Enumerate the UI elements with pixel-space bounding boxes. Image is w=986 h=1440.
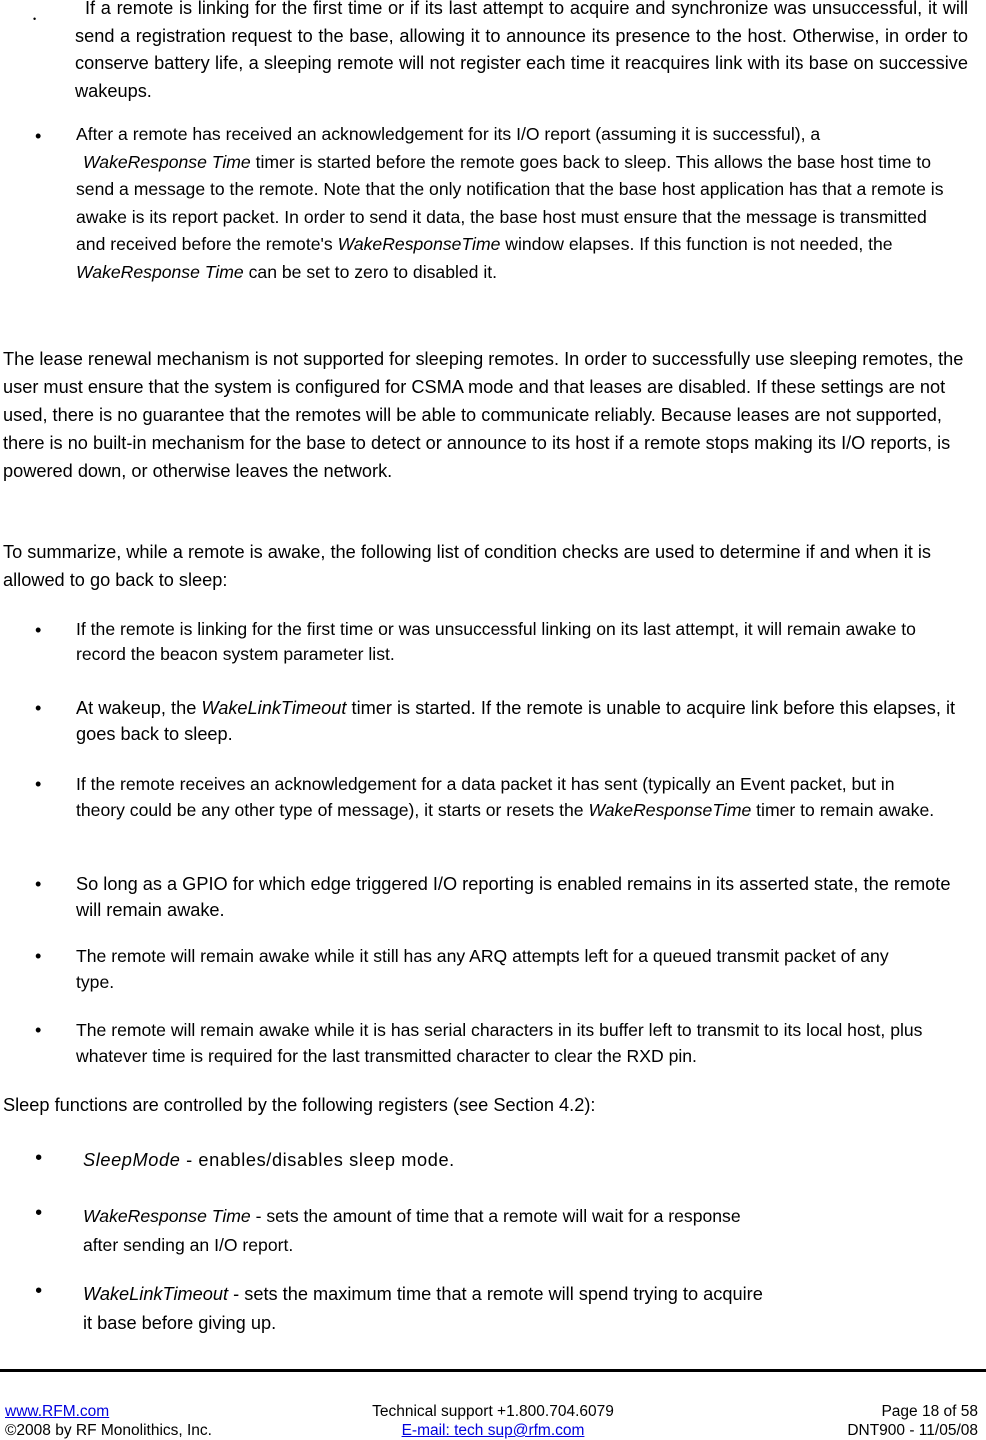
- list-item-text: [76, 695, 956, 747]
- term: WakeResponse Time: [83, 1206, 251, 1226]
- bullet-marker: •: [35, 774, 42, 794]
- page-number: Page 18 of 58: [881, 1403, 978, 1420]
- term: SleepMode: [83, 1150, 181, 1170]
- text: can be set to zero to disabled it.: [248, 261, 498, 282]
- bullet-marker: •: [35, 946, 42, 966]
- list-item-text: [76, 771, 936, 823]
- email-link[interactable]: E-mail: tech sup@rfm.com: [401, 1422, 585, 1439]
- list-item-text: [83, 1202, 763, 1260]
- bullet-marker: •: [35, 698, 42, 718]
- text: - enables/disables sleep mode.: [186, 1150, 455, 1170]
- bullet-marker: •: [35, 126, 42, 146]
- text: At wakeup, the: [76, 698, 197, 718]
- bullet-marker: •: [33, 14, 37, 24]
- list-item-text: [76, 121, 956, 287]
- term: WakeResponseTime: [337, 234, 501, 255]
- bullet-marker: •: [35, 620, 42, 640]
- list-item-text: If a remote is linking for the first time or if its last attempt to acquire and synchronize was unsuccessful, it will send a registration request to the base, allowing it to announce its presence to the host. Otherwise, in order to conserve battery life, a sleeping remote will not register each time it reacquires link with its base on successive wakeups.: [75, 0, 968, 101]
- list-item-text: If the remote is linking for the first time or was unsuccessful linking on its last attempt, it will remain awake to record the beacon system parameter list.: [76, 619, 916, 664]
- text: - sets the maximum time that a remote will spend trying to acquire it base before giving up.: [83, 1284, 763, 1333]
- text: After a remote has received an acknowledgement for its I/O report (assuming it is successful), a: [76, 124, 821, 144]
- footer-center: [0, 1402, 986, 1440]
- list-item-text: So long as a GPIO for which edge triggered I/O reporting is enabled remains in its asserted state, the remote will remain awake.: [76, 874, 951, 920]
- bullet-marker: •: [35, 1280, 43, 1302]
- term: WakeResponseTime: [588, 800, 752, 820]
- bullet-marker: •: [35, 1147, 43, 1169]
- list-item-text: The remote will remain awake while it is has serial characters in its buffer left to transmit to its local host, plus whatever time is required for the last transmitted character to clear the RXD pin.: [76, 1020, 923, 1066]
- copyright-text: ©2008 by RF Monolithics, Inc.: [5, 1422, 212, 1439]
- text: timer to remain awake.: [756, 800, 935, 820]
- text: window elapses. If this function is not needed, the: [505, 234, 893, 255]
- website-link[interactable]: www.RFM.com: [5, 1403, 110, 1420]
- term: WakeLinkTimeout: [201, 698, 347, 718]
- bullet-marker: •: [35, 1020, 42, 1040]
- footer-right: [847, 1402, 978, 1440]
- paragraph: The lease renewal mechanism is not supported for sleeping remotes. In order to successfully use sleeping remotes, the user must ensure that the system is configured for CSMA mode and that leases are disabled. If these settings are not used, there is no guarantee that the remotes will be able to communicate reliably. Because leases are not supported, there is no built-in mechanism for the base to detect or announce to its host if a remote stops making its I/O reports, is powered down, or otherwise leaves the network.: [3, 349, 964, 481]
- bullet-marker: •: [35, 1202, 43, 1224]
- term: WakeLinkTimeout: [83, 1284, 229, 1304]
- document-id: DNT900 - 11/05/08: [847, 1422, 978, 1439]
- text: If the remote receives an acknowledgement for a data packet it has sent (typically an Event packet, but in theory could be any other type of message), it starts or resets the: [76, 774, 895, 820]
- list-item-text: The remote will remain awake while it still has any ARQ attempts left for a queued transmit packet of any type.: [76, 946, 889, 992]
- footer-divider: [0, 1369, 986, 1372]
- paragraph: Sleep functions are controlled by the following registers (see Section 4.2):: [3, 1095, 596, 1115]
- list-item-text: [83, 1280, 773, 1338]
- bullet-marker: •: [35, 874, 42, 894]
- support-phone: Technical support +1.800.704.6079: [372, 1403, 614, 1420]
- list-item-text: [83, 1147, 883, 1173]
- term: WakeResponse Time: [83, 151, 251, 172]
- text: - sets the amount of time that a remote will wait for a response after sending an I/O report.: [83, 1206, 741, 1255]
- text: timer is started. If the remote is unable to acquire link before this elapses, it goes back to sleep.: [76, 698, 956, 744]
- paragraph: To summarize, while a remote is awake, the following list of condition checks are used to determine if and when it is allowed to go back to sleep:: [3, 542, 932, 590]
- term: WakeResponse Time: [76, 261, 244, 282]
- text: timer is started before the remote goes back to sleep. This allows the base host time to send a message to the remote. Note that the only notification that the base host application has that a remote is awake is its report packet. In order to send it data, the base host must ensure that the message is transmitted and received before the remote's: [76, 151, 944, 255]
